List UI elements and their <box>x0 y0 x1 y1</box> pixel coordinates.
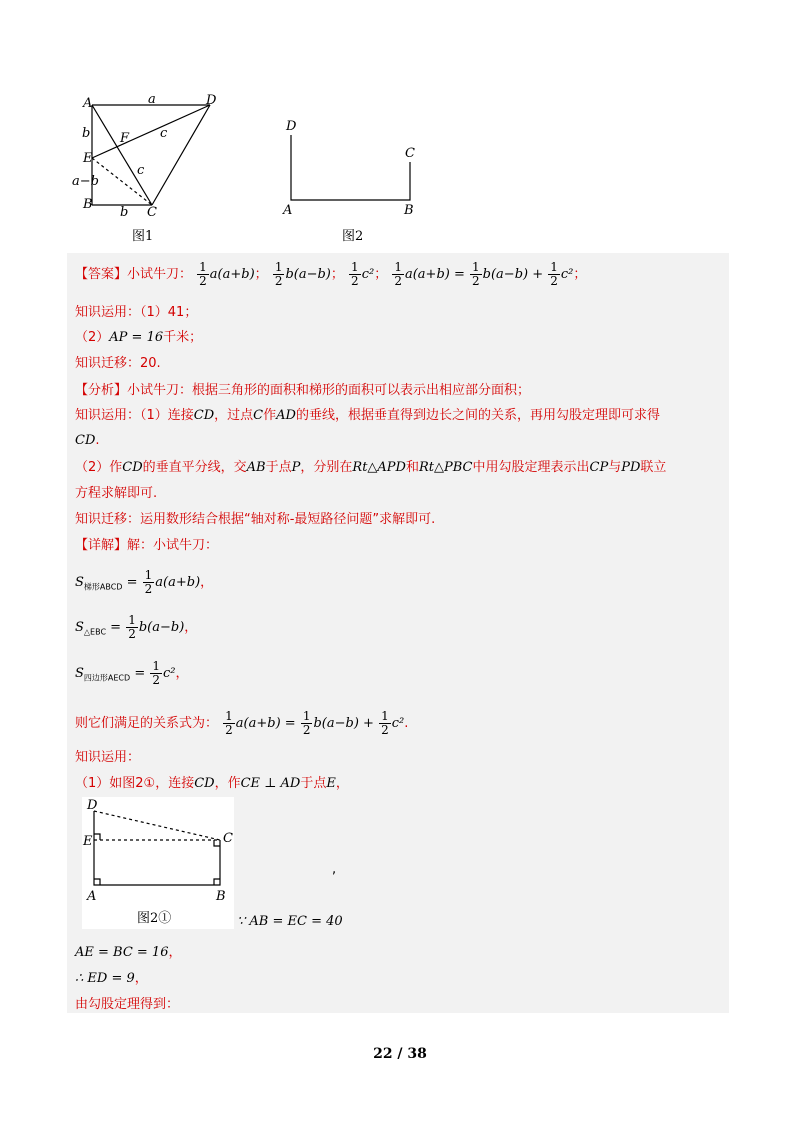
expr-2: b(a−b) <box>285 267 331 282</box>
figure-1 <box>92 105 210 205</box>
fig1-label-b-bottom: b <box>120 205 129 220</box>
answer-line: 【答案】小试牛刀： $\frac{1}{2}$ a(a+b)； $\frac{1}{2}$ b(a−b)； $\frac{1}{2}$ c²； $\frac{1}{2}$ a(a+b) = $\frac{1}{2}$ b(a−b) + $\frac{1}{2}$ c²； <box>75 260 587 288</box>
area-triangle: $S_{\triangle EBC}$ = $\frac{1}{2}$ b(a−b)， <box>75 613 198 641</box>
fig1-label-b-left: b <box>82 126 91 141</box>
analysis-1: 知识运用：（1）连接CD，过点C作AD的垂线，根据垂直得到边长之间的关系，再用勾股定理即可求得 <box>75 408 660 423</box>
analysis-2-cont: 方程求解即可. <box>75 486 158 501</box>
analysis-transfer: 知识迁移：运用数形结合根据“轴对称-最短路径问题”求解即可. <box>75 512 436 527</box>
relation-line: 则它们满足的关系式为： $\frac{1}{2}$ a(a+b) = $\frac{1}{2}$ b(a−b) + $\frac{1}{2}$ c². <box>75 709 409 737</box>
fig2-label-A: A <box>283 203 293 218</box>
svg-text:A: A <box>87 889 97 904</box>
pythagoras-line: 由勾股定理得到： <box>75 997 180 1012</box>
svg-text:C: C <box>223 831 233 846</box>
analysis-line: 【分析】小试牛刀：根据三角形的面积和梯形的面积可以表示出相应部分面积； <box>75 383 531 398</box>
ae-line: AE = BC = 16， <box>75 945 182 960</box>
fig1-label-D: D <box>206 93 217 108</box>
fig1-label-C: C <box>147 205 157 220</box>
page-number: 22 / 38 <box>373 1046 427 1062</box>
analysis-2: （2）作CD的垂直平分线，交AB于点P，分别在Rt△APD和Rt△PBC中用勾股定理表示出CP与PD联立 <box>75 460 667 475</box>
expr-1: a(a+b) <box>209 267 255 282</box>
knowledge-use-answer: 知识运用：（1）41； <box>75 305 198 320</box>
svg-text:D: D <box>87 798 98 813</box>
fraction: $\frac{1}{2}$ <box>472 260 480 288</box>
answer-ap: （2）AP = 16千米； <box>75 330 203 345</box>
problem-figures <box>70 90 450 250</box>
fig1-label-A: A <box>83 96 93 111</box>
fig1-label-B: B <box>83 197 93 212</box>
fig1-label-F: F <box>120 131 130 146</box>
svg-text:E: E <box>83 834 93 849</box>
stray-comma: , <box>332 862 337 877</box>
fig2-caption: 图2 <box>342 229 364 244</box>
fig1-caption: 图1 <box>132 229 154 244</box>
analysis-1-cont: CD. <box>75 433 100 448</box>
because-line: ∵ AB = EC = 40 <box>237 914 343 929</box>
fig2-1-caption: 图2① <box>137 911 172 926</box>
area-quadrilateral: $S_{四边形AECD}$ = $\frac{1}{2}$ c²， <box>75 659 189 687</box>
fig2-label-C: C <box>405 146 415 161</box>
fig1-label-a-minus-b: a−b <box>72 174 99 189</box>
fig2-label-D: D <box>286 119 297 134</box>
fig1-label-c-top: c <box>160 126 168 141</box>
fraction: $\frac{1}{2}$ <box>274 260 283 288</box>
fig2-label-B: B <box>404 203 414 218</box>
answer-tag: 【答案】小试牛刀： <box>75 267 193 282</box>
fraction: $\frac{1}{2}$ <box>351 260 359 288</box>
fraction: $\frac{1}{2}$ <box>199 260 207 288</box>
transfer-answer: 知识迁移：20. <box>75 356 161 371</box>
figure-2-1 <box>82 797 234 929</box>
figure-2 <box>291 135 410 200</box>
detail-line: 【详解】解：小试牛刀： <box>75 538 219 553</box>
expr-3: c² <box>361 267 375 282</box>
ed-line: ∴ ED = 9， <box>75 971 148 986</box>
fig1-label-c-mid: c <box>137 163 145 178</box>
fraction: $\frac{1}{2}$ <box>550 260 558 288</box>
step-1: （1）如图2①，连接CD，作CE ⊥ AD于点E， <box>75 776 349 791</box>
svg-text:B: B <box>216 889 226 904</box>
fig1-label-E: E <box>83 151 93 166</box>
knowledge-use-heading: 知识运用： <box>75 750 141 765</box>
fig1-label-a: a <box>148 92 156 107</box>
area-trapezoid: $S_{梯形ABCD}$ = $\frac{1}{2}$ a(a+b)， <box>75 568 214 596</box>
fraction: $\frac{1}{2}$ <box>394 260 402 288</box>
